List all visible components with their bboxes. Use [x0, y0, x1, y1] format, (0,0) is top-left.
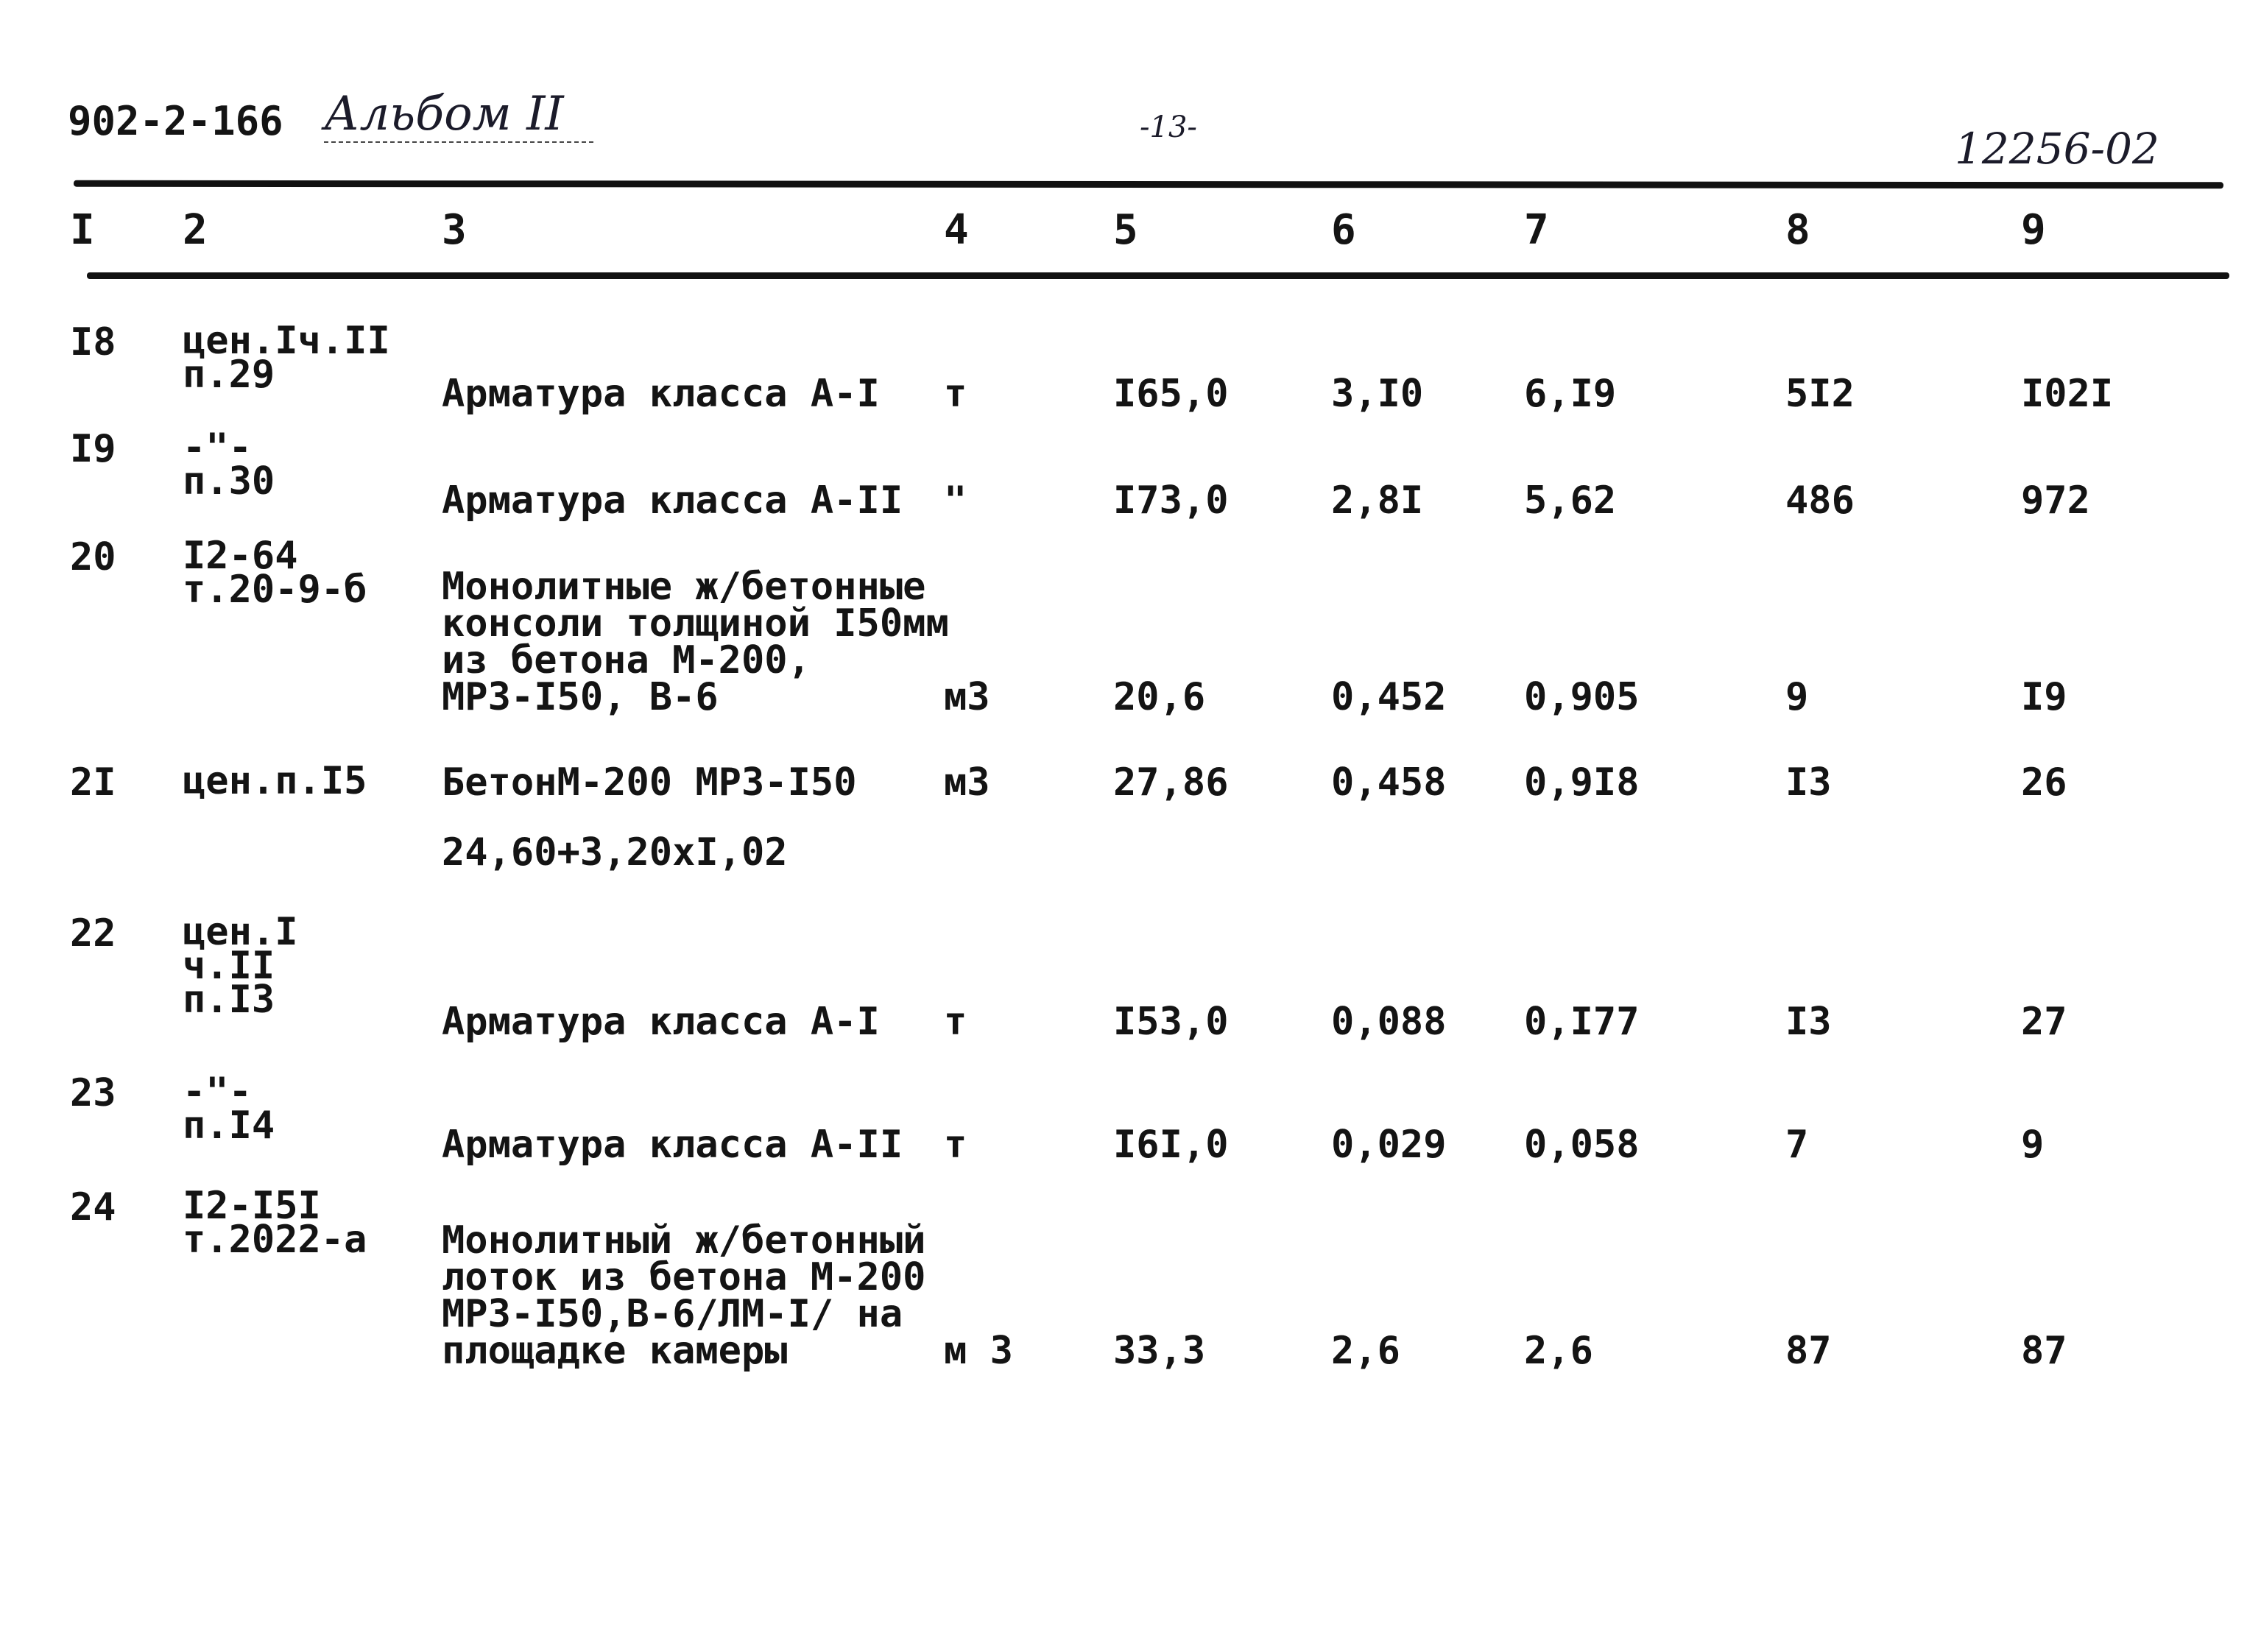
norm-reference: -"- п.30 — [183, 426, 275, 504]
column-header-4: 4 — [944, 206, 969, 254]
column-7-value: 0,058 — [1524, 1123, 1640, 1167]
column-header-5: 5 — [1113, 206, 1138, 254]
header-bottom-rule — [87, 272, 2229, 279]
top-rule — [74, 180, 2223, 189]
column-9-value: I02I — [2021, 372, 2114, 416]
column-5-value: I65,0 — [1113, 372, 1229, 416]
column-header-6: 6 — [1331, 206, 1356, 254]
row-number: 20 — [70, 535, 116, 579]
norm-reference: цен.Iч.II п.29 — [183, 319, 390, 397]
page-number: -13- — [1140, 110, 1197, 144]
column-6-value: 2,8I — [1331, 479, 1424, 523]
work-description: Арматура класса А-I — [442, 372, 880, 416]
column-header-9: 9 — [2021, 206, 2046, 254]
norm-reference: цен.п.I5 — [183, 759, 367, 803]
column-5-value: I73,0 — [1113, 479, 1229, 523]
column-6-value: 3,I0 — [1331, 372, 1424, 416]
unit: м3 — [944, 760, 990, 805]
inventory-number: 12256-02 — [1955, 124, 2159, 174]
column-5-value: 27,86 — [1113, 760, 1229, 805]
work-description: БетонМ-200 МРЗ-I50 — [442, 760, 857, 805]
work-description: Арматура класса А-II — [442, 479, 903, 523]
column-8-value: 486 — [1785, 479, 1855, 523]
document-code: 902-2-166 — [68, 98, 283, 144]
row-number: 24 — [70, 1185, 116, 1229]
column-8-value: 7 — [1785, 1123, 1809, 1167]
column-6-value: 0,452 — [1331, 675, 1447, 719]
row-number: 22 — [70, 911, 116, 956]
column-9-value: 26 — [2021, 760, 2067, 805]
column-5-value: I53,0 — [1113, 1000, 1229, 1044]
unit: м 3 — [944, 1329, 1013, 1373]
column-9-value: 87 — [2021, 1329, 2067, 1373]
work-description: Арматура класса А-I — [442, 1000, 880, 1044]
column-header-3: 3 — [442, 206, 467, 254]
column-7-value: 0,9I8 — [1524, 760, 1640, 805]
column-8-value: I3 — [1785, 1000, 1832, 1044]
row-number: 23 — [70, 1071, 116, 1115]
column-9-value: I9 — [2021, 675, 2067, 719]
column-5-value: 20,6 — [1113, 675, 1206, 719]
column-header-2: 2 — [183, 206, 208, 254]
column-6-value: 0,458 — [1331, 760, 1447, 805]
column-6-value: 2,6 — [1331, 1329, 1400, 1373]
row-number: I9 — [70, 427, 116, 471]
work-description: Монолитный ж/бетонный лоток из бетона М-200 МРЗ-I50,В-6/ЛМ-I/ на площадке камеры — [442, 1218, 926, 1373]
norm-reference: I2-I5I т.2022-а — [183, 1184, 367, 1262]
column-7-value: 6,I9 — [1524, 372, 1617, 416]
column-7-value: 0,I77 — [1524, 1000, 1640, 1044]
column-9-value: 9 — [2021, 1123, 2045, 1167]
column-8-value: 87 — [1785, 1329, 1832, 1373]
column-6-value: 0,029 — [1331, 1123, 1447, 1167]
column-6-value: 0,088 — [1331, 1000, 1447, 1044]
column-9-value: 27 — [2021, 1000, 2067, 1044]
column-8-value: 5I2 — [1785, 372, 1855, 416]
album-label: Альбом II — [324, 87, 593, 143]
row-number: I8 — [70, 320, 116, 364]
work-description: Арматура класса А-II — [442, 1123, 903, 1167]
norm-reference: I2-64 т.20-9-б — [183, 534, 367, 612]
column-5-value: I6I,0 — [1113, 1123, 1229, 1167]
column-header-7: 7 — [1524, 206, 1549, 254]
column-7-value: 2,6 — [1524, 1329, 1593, 1373]
work-description: Монолитные ж/бетонные консоли толщиной I50мм из бетона М-200, МРЗ-I50, В-6 — [442, 565, 949, 719]
column-7-value: 5,62 — [1524, 479, 1617, 523]
column-header-8: 8 — [1785, 206, 1810, 254]
column-8-value: 9 — [1785, 675, 1809, 719]
unit: м3 — [944, 675, 990, 719]
column-header-1: I — [70, 206, 95, 254]
norm-reference: -"- п.I4 — [183, 1070, 275, 1148]
column-5-value: 33,3 — [1113, 1329, 1206, 1373]
unit: т — [944, 1000, 967, 1044]
column-8-value: I3 — [1785, 760, 1832, 805]
work-description: 24,60+3,20хI,02 — [442, 830, 788, 875]
row-number: 2I — [70, 760, 116, 805]
column-9-value: 972 — [2021, 479, 2090, 523]
column-7-value: 0,905 — [1524, 675, 1640, 719]
norm-reference: цен.I ч.II п.I3 — [183, 910, 298, 1022]
unit: т — [944, 1123, 967, 1167]
unit: т — [944, 372, 967, 416]
unit: " — [944, 479, 967, 523]
